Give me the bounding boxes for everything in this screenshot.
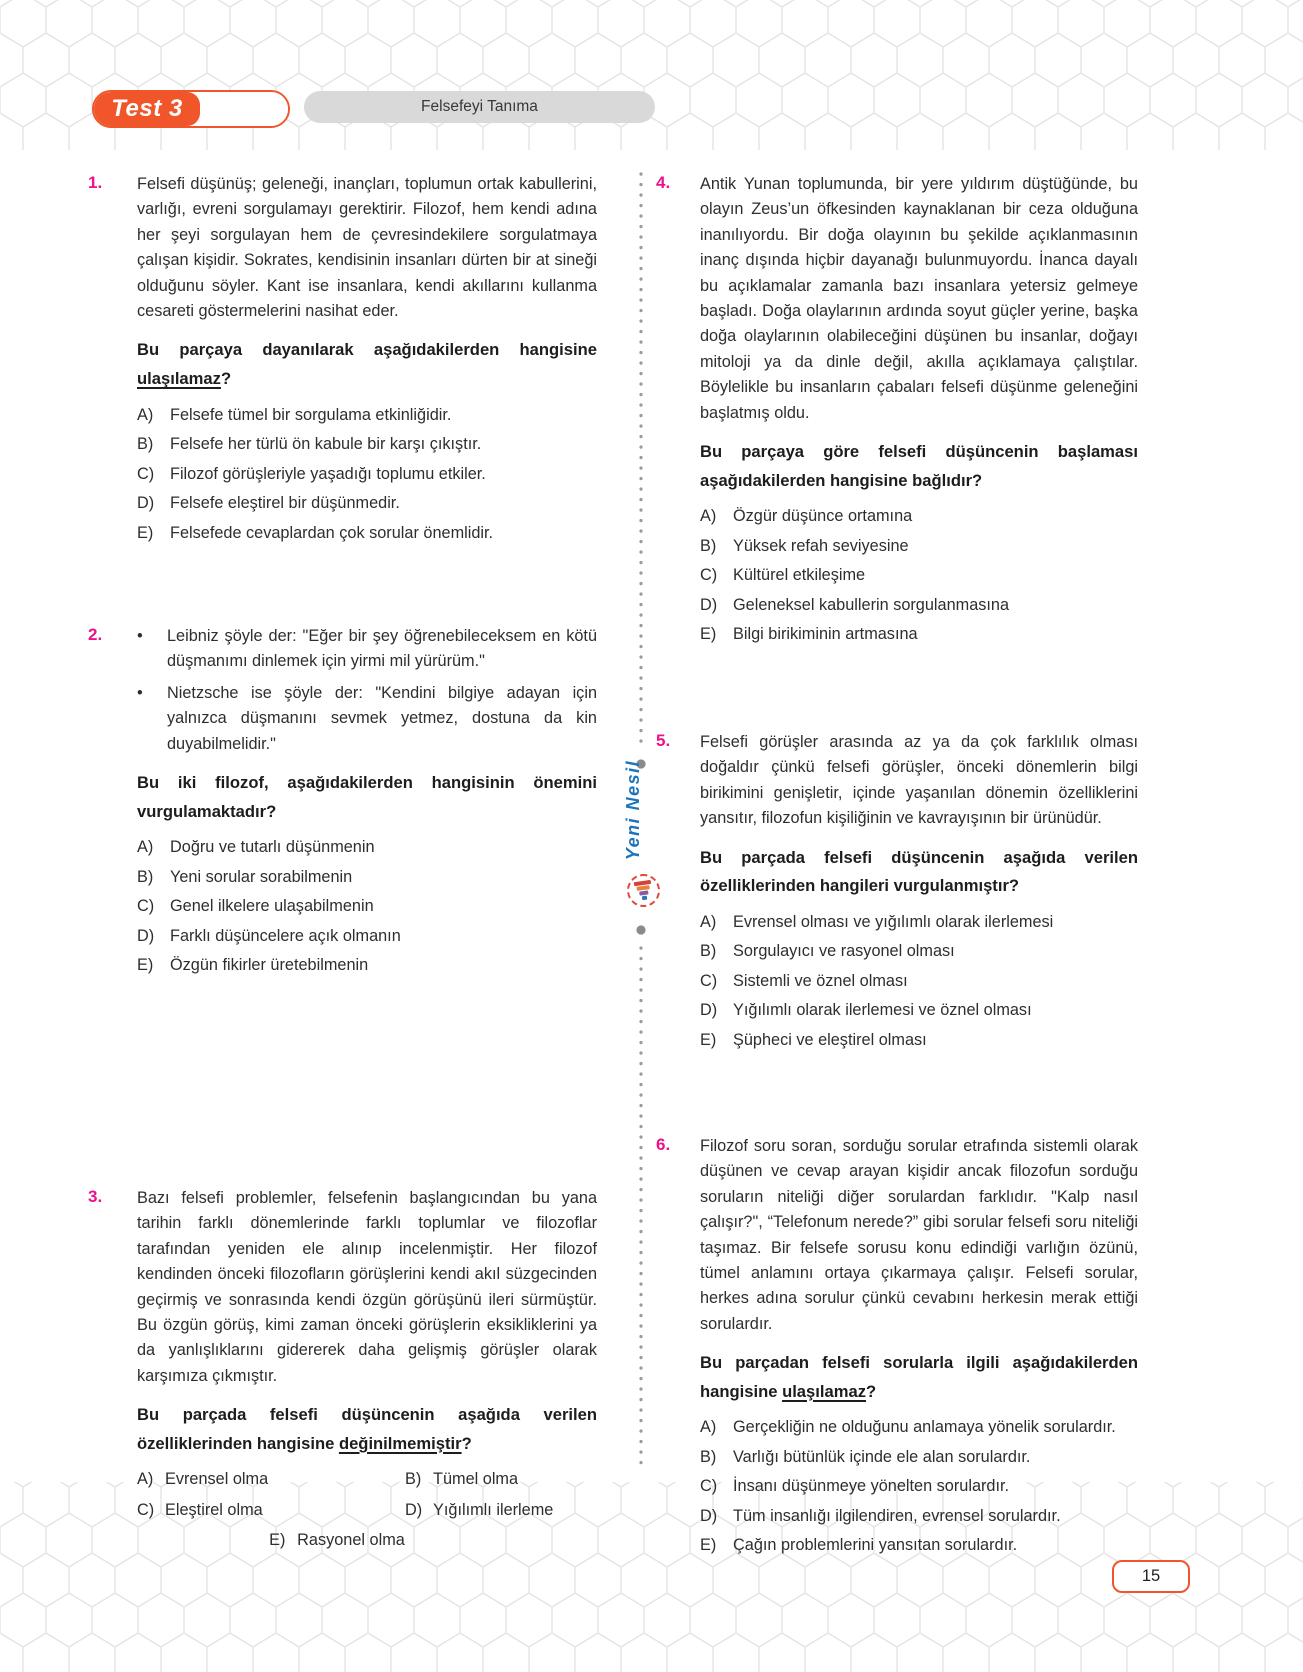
option-d	[700, 597, 1138, 615]
option-b	[700, 943, 1138, 961]
question-2	[88, 624, 597, 987]
prompt-text: Bu parçadan felsefi sorularla ilgili aşağıdakilerden hangisine	[700, 1353, 1138, 1401]
option-label: E)	[269, 1531, 286, 1550]
option-d	[700, 1002, 1138, 1020]
question-body: Felsefi düşünüş; geleneği, inançları, toplumun ortak kabullerini, varlığı, evreni sorgulamayı gerektirir. Filozof, hem kendi adına her şeyi sorgulayan hem de çevresindekilere sorgulatmaya çalışan kişidir. Sokrates, kendisinin insanları dürten bir at sineği olduğunu söyler. Kant ise insanlara, kendi akıllarını kullanma cesareti göstermelerini nasihat eder.	[137, 175, 597, 321]
bullet-item	[137, 681, 597, 757]
option-label: C)	[700, 971, 718, 990]
topic-title-pill	[304, 91, 655, 123]
option-label: A)	[137, 1470, 154, 1489]
question-content	[137, 1186, 597, 1550]
test-label-area	[94, 92, 200, 126]
option-d	[405, 1502, 597, 1520]
option-e	[269, 1532, 405, 1550]
option-e	[700, 626, 1138, 644]
prompt-text: Bu parçaya dayanılarak aşağıdakilerden hangisine	[137, 340, 597, 360]
question-number: 1.	[88, 173, 103, 192]
option-c	[700, 1478, 1138, 1496]
bullet-text: • Leibniz şöyle der: "Eğer bir şey öğrenebileceksem en kötü düşmanımı dinlemek için yirmi mil yürürüm."	[167, 627, 597, 671]
option-text: Felsefe tümel bir sorgulama etkinliğidir.	[170, 405, 452, 424]
option-text: Çağın problemlerini yansıtan sorulardır.	[733, 1536, 1018, 1555]
option-text: Bilgi birikiminin artmasına	[733, 625, 918, 644]
page-number: 15	[1141, 1567, 1161, 1585]
divider-dot	[636, 925, 645, 934]
option-a	[700, 914, 1138, 932]
option-label: D)	[137, 926, 155, 945]
option-label: C)	[700, 1477, 718, 1496]
option-a	[137, 1471, 405, 1489]
option-text: Yüksek refah seviyesine	[733, 536, 909, 555]
question-prompt	[137, 1401, 597, 1458]
option-text: Felsefe her türlü ön kabule bir karşı çıkıştır.	[170, 435, 482, 454]
option-label: D)	[405, 1500, 423, 1519]
question-4	[656, 172, 1138, 656]
option-label: A)	[700, 1418, 717, 1437]
prompt-text: Bu parçada felsefi düşüncenin aşağıda verilen özelliklerinden hangileri vurgulanmıştır?	[700, 847, 1138, 896]
option-label: D)	[700, 595, 718, 614]
question-content	[700, 172, 1138, 656]
option-label: C)	[700, 566, 718, 585]
option-label: A)	[137, 405, 154, 424]
option-text: Tüm insanlığı ilgilendiren, evrensel sorulardır.	[733, 1506, 1061, 1525]
option-text: Özgür düşünce ortamına	[733, 507, 913, 526]
question-body: Filozof soru soran, sorduğu sorular etrafında sistemli olarak düşünen ve cevap arayan kişidir ancak filozofun sorduğu soruların niteliği diğer sorulardan farklıdır. "Kalp nasıl çalışır?", “Telefonum nerede?” gibi sorular felsefi soru niteliği taşımaz. Bir felsefe sorusu konu edindiği varlığın özünü, tümel anlamını ortaya çıkarmaya çalışır. Felsefi sorular, herkes adına sorulur çünkü cevabını herkesin merak ettiği sorulardır.	[700, 1137, 1138, 1333]
question-content	[700, 1134, 1138, 1567]
question-content	[137, 624, 597, 987]
prompt-text: ?	[220, 369, 232, 389]
test-badge-blank-area	[200, 92, 288, 126]
option-c	[137, 1502, 405, 1520]
option-text: Kültürel etkileşime	[733, 566, 866, 585]
option-text: Yığılımlı olarak ilerlemesi ve öznel olması	[733, 1001, 1032, 1020]
option-text: Felsefede cevaplardan çok sorular önemlidir.	[170, 523, 494, 542]
option-text: Yeni sorular sorabilmenin	[170, 867, 353, 886]
question-prompt	[137, 769, 597, 826]
prompt-text: Bu iki filozof, aşağıdakilerden hangisinin önemini vurgulamaktadır?	[137, 773, 597, 821]
options-list	[137, 407, 597, 543]
prompt-text: Bu parçada felsefi düşüncenin aşağıda verilen özelliklerinden hangisine	[137, 1405, 597, 1453]
option-b	[137, 436, 597, 454]
option-text: Gerçekliğin ne olduğunu anlamaya yönelik sorulardır.	[733, 1418, 1116, 1437]
test-label: Test 3	[111, 95, 183, 122]
option-a	[137, 839, 597, 857]
option-a	[700, 1419, 1138, 1437]
option-c	[137, 898, 597, 916]
option-text: Varlığı bütünlük içinde ele alan sorulardır.	[733, 1447, 1031, 1466]
prompt-underlined-word: ulaşılamaz	[137, 369, 221, 389]
option-text: Doğru ve tutarlı düşünmenin	[170, 838, 375, 857]
brand-name: Yeni Nesil	[622, 759, 643, 861]
option-text: Filozof görüşleriyle yaşadığı toplumu etkiler.	[170, 464, 486, 483]
option-a	[700, 508, 1138, 526]
option-text: Eleştirel olma	[165, 1500, 263, 1519]
option-label: E)	[700, 1536, 717, 1555]
prompt-underlined-word: değinilmemiştir	[338, 1433, 462, 1453]
option-text: Tümel olma	[433, 1470, 519, 1489]
prompt-text: ?	[866, 1381, 877, 1401]
prompt-underlined-word: ulaşılamaz	[782, 1381, 866, 1401]
option-label: B)	[137, 435, 154, 454]
option-e	[137, 525, 597, 543]
options-list	[700, 508, 1138, 644]
option-label: B)	[700, 942, 717, 961]
option-label: E)	[137, 523, 154, 542]
option-e	[700, 1032, 1138, 1050]
bullet-text: • Nietzsche ise şöyle der: "Kendini bilgiye adayan için yalnızca düşmanını sevmek yetmez, dostuna da kin duyabilmelidir."	[167, 683, 597, 753]
options-list	[700, 914, 1138, 1050]
option-label: C)	[137, 897, 155, 916]
question-6	[656, 1134, 1138, 1567]
option-text: Felsefe eleştirel bir düşünmedir.	[170, 494, 400, 513]
option-label: D)	[700, 1506, 718, 1525]
question-3	[88, 1186, 597, 1550]
option-text: Sorgulayıcı ve rasyonel olması	[733, 942, 955, 961]
question-prompt	[137, 336, 597, 393]
option-text: Evrensel olması ve yığılımlı olarak ilerlemesi	[733, 912, 1054, 931]
option-d	[137, 495, 597, 513]
brand-mark-bar	[639, 891, 648, 896]
options-list	[137, 839, 597, 975]
options-grid	[137, 1471, 597, 1550]
option-text: Genel ilkelere ulaşabilmenin	[170, 897, 374, 916]
options-list	[700, 1419, 1138, 1555]
question-number: 4.	[656, 173, 671, 192]
option-d	[137, 928, 597, 946]
option-label: D)	[700, 1001, 718, 1020]
option-label: B)	[700, 1447, 717, 1466]
option-c	[700, 567, 1138, 585]
option-label: A)	[700, 912, 717, 931]
option-a	[137, 407, 597, 425]
question-1	[88, 172, 597, 554]
option-label: B)	[137, 867, 154, 886]
option-text: Özgün fikirler üretebilmenin	[170, 956, 369, 975]
question-number: 5.	[656, 731, 671, 750]
option-text: Şüpheci ve eleştirel olması	[733, 1030, 927, 1049]
test-number-badge	[92, 90, 290, 128]
brand-mark-bar	[642, 896, 647, 900]
option-label: B)	[700, 536, 717, 555]
option-text: İnsanı düşünmeye yönelten sorulardır.	[733, 1477, 1010, 1496]
question-5	[656, 730, 1138, 1061]
option-b	[700, 1449, 1138, 1467]
option-label: C)	[137, 1500, 155, 1519]
option-text: Sistemli ve öznel olması	[733, 971, 908, 990]
option-label: E)	[700, 625, 717, 644]
option-text: Evrensel olma	[165, 1470, 269, 1489]
question-prompt	[700, 1349, 1138, 1406]
option-c	[137, 466, 597, 484]
option-b	[137, 869, 597, 887]
option-text: Geleneksel kabullerin sorgulanmasına	[733, 595, 1010, 614]
option-label: C)	[137, 464, 155, 483]
question-number: 6.	[656, 1135, 671, 1154]
question-prompt	[700, 438, 1138, 495]
brand-name-vertical	[620, 744, 646, 876]
option-d	[700, 1508, 1138, 1526]
option-b	[405, 1471, 597, 1489]
question-body: Bazı felsefi problemler, felsefenin başlangıcından bu yana tarihin farklı dönemlerinde farklı toplumlar ve filozoflar tarafından yeniden ele alınıp incelenmiştir. Her filozof kendinden önceki filozofların görüşlerini kendi akıl süzgecinden geçirmiş ve sonrasında kendi özgün görüşünü ileri sürmüştür. Bu özgün görüş, kimi zaman önceki görüşlerin eksikliklerini ya da yanlışlıklarını gidererek daha gelişmiş görüşler olarak karşımıza çıkmıştır.	[137, 1189, 597, 1385]
question-body: Felsefi görüşler arasında az ya da çok farklılık olması doğaldır çünkü felsefi görüşler, önceki dönemlerin bilgi birikimini genişletir, içinde yaşanılan dönemin özelliklerini yansıtır, filozofun kişiliğinin ve kavrayışının bir ürünüdür.	[700, 733, 1138, 828]
option-b	[700, 538, 1138, 556]
question-prompt	[700, 844, 1138, 901]
question-number: 2.	[88, 625, 103, 644]
prompt-text: Bu parçaya göre felsefi düşüncenin başlaması aşağıdakilerden hangisine bağlıdır?	[700, 442, 1138, 490]
option-label: A)	[137, 838, 154, 857]
option-label: E)	[137, 956, 154, 975]
topic-title: Felsefeyi Tanıma	[421, 98, 538, 115]
bullet-item	[137, 624, 597, 675]
question-content	[700, 730, 1138, 1061]
option-text: Farklı düşüncelere açık olmanın	[170, 926, 401, 945]
question-body: Antik Yunan toplumunda, bir yere yıldırım düştüğünde, bu olayın Zeus’un öfkesinden kaynaklanan bir ceza olduğuna inanılıyordu. Bir doğa olayının bu şekilde açıklanmasının inanç dışında hiçbir dayanağı bulunmuyordu. İnanca dayalı bu açıklamalar zamanla bazı insanlara yetersiz gelmeye başladı. Doğa olaylarının ardında soyut güçler yerine, başka doğa olaylarının olabileceğini düşünen bu insanlar, doğayı mitoloji ya da dinle değil, akılla açıklamaya çalıştılar. Böylelikle bu insanların çabaları felsefi düşünme geleneğini başlatmış oldu.	[700, 175, 1138, 422]
option-text: Yığılımlı ilerleme	[433, 1500, 554, 1519]
option-c	[700, 973, 1138, 991]
option-label: D)	[137, 494, 155, 513]
option-text: Rasyonel olma	[297, 1531, 405, 1550]
option-e	[137, 957, 597, 975]
option-label: A)	[700, 507, 717, 526]
option-e	[700, 1537, 1138, 1555]
prompt-text: ?	[461, 1433, 472, 1453]
question-number: 3.	[88, 1187, 103, 1206]
page-number-badge	[1112, 1560, 1190, 1593]
option-label: B)	[405, 1470, 422, 1489]
option-label: E)	[700, 1030, 717, 1049]
question-content	[137, 172, 597, 554]
